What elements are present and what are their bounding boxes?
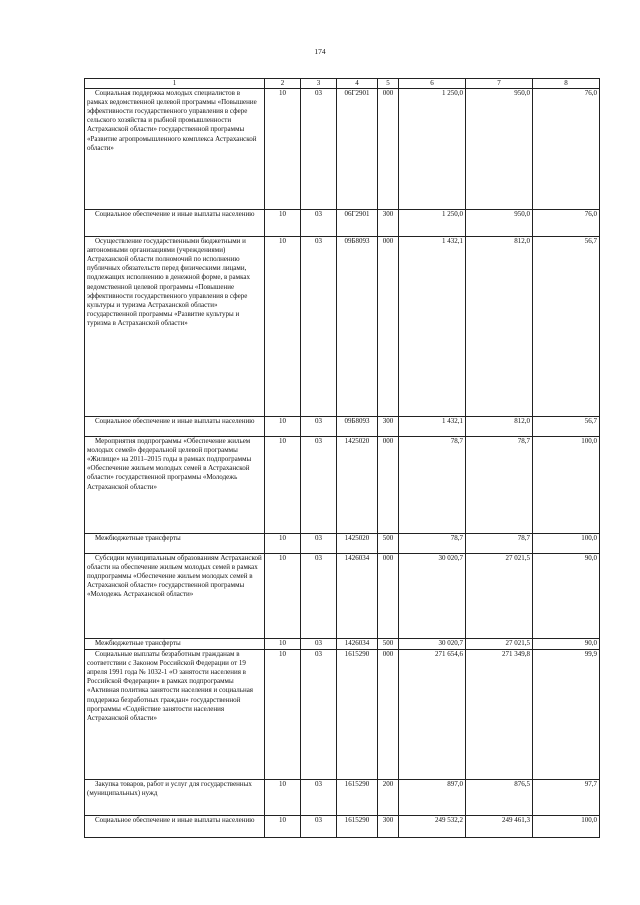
row-name: Социальное обеспечение и иные выплаты населению — [85, 816, 265, 838]
row-section: 10 — [265, 534, 301, 554]
row-plan: 1 250,0 — [399, 210, 466, 237]
row-expense-type: 000 — [378, 650, 399, 780]
table-row — [85, 534, 600, 554]
row-subsection: 03 — [301, 417, 337, 437]
row-subsection: 03 — [301, 237, 337, 417]
row-subsection: 03 — [301, 534, 337, 554]
row-actual: 812,0 — [466, 237, 533, 417]
table-row — [85, 639, 600, 650]
table-row — [85, 554, 600, 639]
row-section: 10 — [265, 417, 301, 437]
row-plan: 1 250,0 — [399, 89, 466, 210]
page-number: 174 — [314, 47, 326, 56]
row-subsection: 03 — [301, 639, 337, 650]
row-name: Социальные выплаты безработным гражданам в соответствии с Законом Российской Федерации от 19 апреля 1991 года № 1032-1 «О занятости населения в Российской Федерации» в рамках подпрограммы «Активная политика занятости населения и социальная поддержка безработных граждан» государственной программы «Содействие занятости населения Астраханской области» — [85, 650, 265, 780]
column-header: 2 — [265, 79, 301, 89]
row-target: 1615290 — [337, 780, 378, 816]
row-percent: 56,7 — [533, 237, 600, 417]
row-actual: 27 021,5 — [466, 639, 533, 650]
row-name: Межбюджетные трансферты — [85, 534, 265, 554]
row-percent: 76,0 — [533, 89, 600, 210]
row-plan: 897,0 — [399, 780, 466, 816]
row-percent: 90,0 — [533, 639, 600, 650]
row-percent: 97,7 — [533, 780, 600, 816]
row-actual: 950,0 — [466, 210, 533, 237]
row-percent: 56,7 — [533, 417, 600, 437]
row-percent: 100,0 — [533, 534, 600, 554]
row-expense-type: 000 — [378, 237, 399, 417]
column-header: 6 — [399, 79, 466, 89]
row-actual: 812,0 — [466, 417, 533, 437]
row-plan: 78,7 — [399, 534, 466, 554]
row-target: 1426034 — [337, 554, 378, 639]
row-expense-type: 500 — [378, 534, 399, 554]
row-name: Социальное обеспечение и иные выплаты населению — [85, 417, 265, 437]
table-row — [85, 89, 600, 210]
row-section: 10 — [265, 437, 301, 534]
row-subsection: 03 — [301, 780, 337, 816]
row-plan: 1 432,1 — [399, 417, 466, 437]
column-header: 5 — [378, 79, 399, 89]
row-target: 1615290 — [337, 650, 378, 780]
row-section: 10 — [265, 89, 301, 210]
column-header: 7 — [466, 79, 533, 89]
table-row — [85, 437, 600, 534]
table-row — [85, 237, 600, 417]
row-name: Мероприятия подпрограммы «Обеспечение жильем молодых семей» федеральной целевой программы «Жилище» на 2011–2015 годы в рамках подпрограммы «Обеспечение жильем молодых семей в Астраханской области» государственной программы «Молодежь Астраханской области» — [85, 437, 265, 534]
row-plan: 249 532,2 — [399, 816, 466, 838]
row-section: 10 — [265, 554, 301, 639]
row-section: 10 — [265, 237, 301, 417]
row-target: 1615290 — [337, 816, 378, 838]
row-name: Социальная поддержка молодых специалистов в рамках ведомственной целевой программы «Повышение эффективности государственного управления в сфере сельского хозяйства и рыбной промышленности Астраханской области» государственной программы «Развитие агропромышленного комплекса Астраханской области» — [85, 89, 265, 210]
row-expense-type: 300 — [378, 417, 399, 437]
row-subsection: 03 — [301, 437, 337, 534]
row-actual: 950,0 — [466, 89, 533, 210]
row-actual: 249 461,3 — [466, 816, 533, 838]
row-actual: 78,7 — [466, 437, 533, 534]
row-name: Закупка товаров, работ и услуг для государственных (муниципальных) нужд — [85, 780, 265, 816]
row-expense-type: 200 — [378, 780, 399, 816]
row-section: 10 — [265, 650, 301, 780]
row-target: 09Б8093 — [337, 237, 378, 417]
column-header: 4 — [337, 79, 378, 89]
row-target: 1426034 — [337, 639, 378, 650]
row-actual: 27 021,5 — [466, 554, 533, 639]
row-expense-type: 000 — [378, 437, 399, 534]
row-plan: 30 020,7 — [399, 554, 466, 639]
row-target: 06Г2901 — [337, 210, 378, 237]
table-row — [85, 816, 600, 838]
table-header-row — [85, 79, 600, 89]
row-subsection: 03 — [301, 816, 337, 838]
row-subsection: 03 — [301, 210, 337, 237]
row-expense-type: 300 — [378, 816, 399, 838]
table-row — [85, 650, 600, 780]
table-row — [85, 417, 600, 437]
row-section: 10 — [265, 816, 301, 838]
row-percent: 100,0 — [533, 437, 600, 534]
row-percent: 100,0 — [533, 816, 600, 838]
column-header: 1 — [85, 79, 265, 89]
budget-table — [84, 78, 600, 838]
row-expense-type: 300 — [378, 210, 399, 237]
row-target: 09Б8093 — [337, 417, 378, 437]
row-target: 06Г2901 — [337, 89, 378, 210]
row-name: Субсидии муниципальным образованиям Астраханской области на обеспечение жильем молодых семей в рамках подпрограммы «Обеспечение жильем молодых семей в Астраханской области» государственной программы «Молодежь Астраханской области» — [85, 554, 265, 639]
row-actual: 876,5 — [466, 780, 533, 816]
table-row — [85, 780, 600, 816]
row-plan: 30 020,7 — [399, 639, 466, 650]
column-header: 3 — [301, 79, 337, 89]
row-plan: 78,7 — [399, 437, 466, 534]
row-subsection: 03 — [301, 554, 337, 639]
row-subsection: 03 — [301, 650, 337, 780]
row-actual: 271 349,8 — [466, 650, 533, 780]
row-percent: 90,0 — [533, 554, 600, 639]
row-section: 10 — [265, 639, 301, 650]
row-subsection: 03 — [301, 89, 337, 210]
row-section: 10 — [265, 210, 301, 237]
row-target: 1425020 — [337, 437, 378, 534]
row-plan: 1 432,1 — [399, 237, 466, 417]
row-plan: 271 654,6 — [399, 650, 466, 780]
row-name: Осуществление государственными бюджетными и автономными организациями (учреждениями) Астраханской области полномочий по исполнению публичных обязательств перед физическими лицами, подлежащих исполнению в денежной форме, в рамках ведомственной целевой программы «Повышение эффективности государственного управления в сфере культуры и туризма Астраханской области» государственной программы «Развитие культуры и туризма в Астраханской области» — [85, 237, 265, 417]
row-percent: 76,0 — [533, 210, 600, 237]
column-header: 8 — [533, 79, 600, 89]
row-expense-type: 000 — [378, 554, 399, 639]
row-section: 10 — [265, 780, 301, 816]
row-target: 1425020 — [337, 534, 378, 554]
row-name: Социальное обеспечение и иные выплаты населению — [85, 210, 265, 237]
row-actual: 78,7 — [466, 534, 533, 554]
row-expense-type: 500 — [378, 639, 399, 650]
row-name: Межбюджетные трансферты — [85, 639, 265, 650]
table-row — [85, 210, 600, 237]
row-percent: 99,9 — [533, 650, 600, 780]
row-expense-type: 000 — [378, 89, 399, 210]
